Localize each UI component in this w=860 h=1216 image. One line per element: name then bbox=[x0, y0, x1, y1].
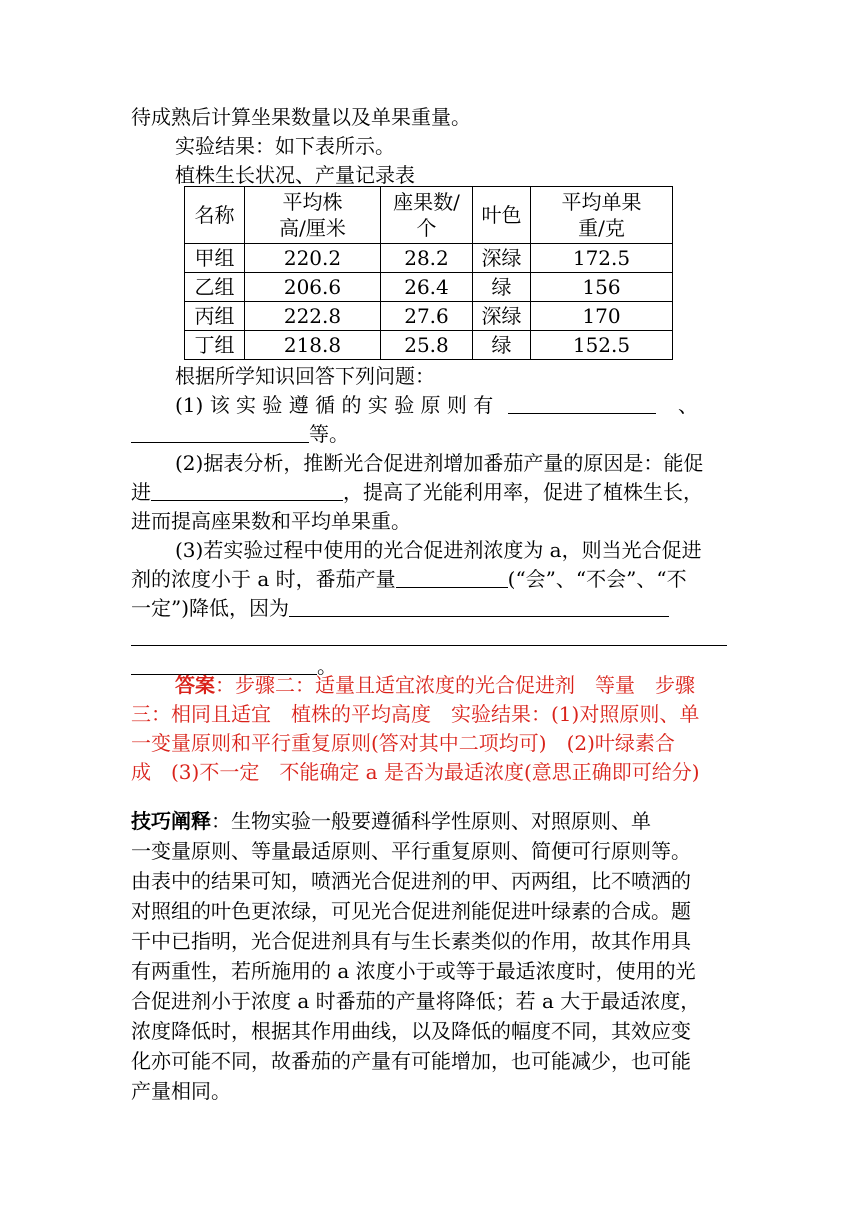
answer-text-1: ：步骤二：适量且适宜浓度的光合促进剂 等量 步骤 bbox=[215, 673, 695, 697]
question-3-line-3 bbox=[131, 593, 731, 623]
question-2-line-1: (2)据表分析，推断光合促进剂增加番茄产量的原因是：能促 bbox=[175, 451, 704, 475]
question-1-line bbox=[175, 390, 731, 420]
explanation-label: 技巧阐释 bbox=[131, 809, 211, 833]
question-3-text-2: 一定”)降低，因为 bbox=[131, 596, 290, 620]
table-row bbox=[185, 244, 673, 273]
answer-line-4: 成 (3)不一定 不能确定 a 是否为最适浓度(意思正确即可给分) bbox=[131, 760, 700, 784]
question-1-separator: 、 bbox=[677, 393, 698, 417]
explanation-line: 由表中的结果可知，喷洒光合促进剂的甲、丙两组，比不喷洒的 bbox=[131, 869, 691, 893]
intro-line-1: 待成熟后计算坐果数量以及单果重量。 bbox=[131, 105, 471, 129]
table-cell: 222.8 bbox=[245, 302, 381, 331]
table-cell: 26.4 bbox=[381, 273, 473, 302]
table-cell: 218.8 bbox=[245, 331, 381, 360]
question-3-text-cont: (“会”、“不会”、“不 bbox=[507, 567, 687, 591]
table-row bbox=[185, 331, 673, 360]
answer-blank bbox=[131, 625, 727, 646]
question-1-line-2 bbox=[131, 419, 731, 449]
explanation-line: 一变量原则、等量最适原则、平行重复原则、简便可行原则等。 bbox=[131, 839, 691, 863]
results-line: 实验结果：如下表所示。 bbox=[175, 134, 395, 158]
header-cell-height: 平均株 高/厘米 bbox=[245, 187, 381, 244]
table-cell: 206.6 bbox=[245, 273, 381, 302]
table-cell: 绿 bbox=[473, 331, 531, 360]
question-3-end: 。 bbox=[317, 654, 337, 678]
answer-line-2: 三：相同且适宜 植株的平均高度 实验结果：(1)对照原则、单 bbox=[131, 702, 700, 726]
table-cell: 156 bbox=[531, 273, 673, 302]
explanation-line: 干中已指明，光合促进剂具有与生长素类似的作用，故其作用具 bbox=[131, 929, 691, 953]
question-3-line-1: (3)若实验过程中使用的光合促进剂浓度为 a，则当光合促进 bbox=[175, 538, 702, 562]
explanation-line: 合促进剂小于浓度 a 时番茄的产量将降低；若 a 大于最适浓度， bbox=[131, 989, 701, 1013]
question-1-end: 等。 bbox=[309, 422, 349, 446]
table-row bbox=[185, 273, 673, 302]
question-3-text: 剂的浓度小于 a 时，番茄产量 bbox=[131, 567, 396, 591]
header-cell-leaf-color: 叶色 bbox=[473, 187, 531, 244]
table-cell: 28.2 bbox=[381, 244, 473, 273]
explanation-line: 对照组的叶色更浓绿，可见光合促进剂能促进叶绿素的合成。题 bbox=[131, 899, 691, 923]
question-3-line-2 bbox=[131, 564, 731, 594]
answer-line-1 bbox=[175, 670, 731, 700]
header-cell-name: 名称 bbox=[185, 187, 245, 244]
questions-prompt: 根据所学知识回答下列问题： bbox=[175, 364, 435, 388]
question-2-line-3: 进而提高座果数和平均单果重。 bbox=[131, 509, 411, 533]
table-cell: 丁组 bbox=[185, 331, 245, 360]
table-cell: 172.5 bbox=[531, 244, 673, 273]
table-cell: 27.6 bbox=[381, 302, 473, 331]
table-cell: 深绿 bbox=[473, 302, 531, 331]
answer-line-3: 一变量原则和平行重复原则(答对其中二项均可) (2)叶绿素合 bbox=[131, 731, 675, 755]
table-cell: 25.8 bbox=[381, 331, 473, 360]
table-cell: 乙组 bbox=[185, 273, 245, 302]
explanation-line: 浓度降低时，根据其作用曲线，以及降低的幅度不同，其效应变 bbox=[131, 1019, 691, 1043]
answer-blank bbox=[508, 393, 656, 414]
table-header-row bbox=[185, 187, 673, 244]
question-2-line-2 bbox=[131, 477, 731, 507]
answer-blank bbox=[151, 480, 343, 501]
table-cell: 深绿 bbox=[473, 244, 531, 273]
answer-blank bbox=[396, 567, 508, 588]
explanation-line: 有两重性，若所施用的 a 浓度小于或等于最适浓度时，使用的光 bbox=[131, 959, 696, 983]
table-cell: 170 bbox=[531, 302, 673, 331]
explanation-text-1: ：生物实验一般要遵循科学性原则、对照原则、单 bbox=[211, 809, 651, 833]
answer-blank bbox=[131, 422, 309, 443]
question-1-text: (1) 该 实 验 遵 循 的 实 验 原 则 有 bbox=[175, 393, 494, 417]
question-2-text: 进 bbox=[131, 480, 151, 504]
answer-blank bbox=[289, 596, 669, 617]
header-cell-fruit-count: 座果数/ 个 bbox=[381, 187, 473, 244]
table-cell: 甲组 bbox=[185, 244, 245, 273]
question-2-text-cont: ，提高了光能利用率，促进了植株生长， bbox=[343, 480, 703, 504]
table-cell: 绿 bbox=[473, 273, 531, 302]
table-cell: 丙组 bbox=[185, 302, 245, 331]
explanation-line: 化亦可能不同，故番茄的产量有可能增加，也可能减少，也可能 bbox=[131, 1049, 691, 1073]
answer-label: 答案 bbox=[175, 673, 215, 697]
table-cell: 152.5 bbox=[531, 331, 673, 360]
explanation-line-1 bbox=[131, 806, 731, 836]
table-row bbox=[185, 302, 673, 331]
explanation-line: 产量相同。 bbox=[131, 1079, 231, 1103]
table-cell: 220.2 bbox=[245, 244, 381, 273]
growth-yield-table bbox=[184, 186, 673, 360]
question-3-line-4 bbox=[131, 622, 731, 652]
table-title: 植株生长状况、产量记录表 bbox=[175, 163, 415, 187]
header-cell-fruit-weight: 平均单果 重/克 bbox=[531, 187, 673, 244]
